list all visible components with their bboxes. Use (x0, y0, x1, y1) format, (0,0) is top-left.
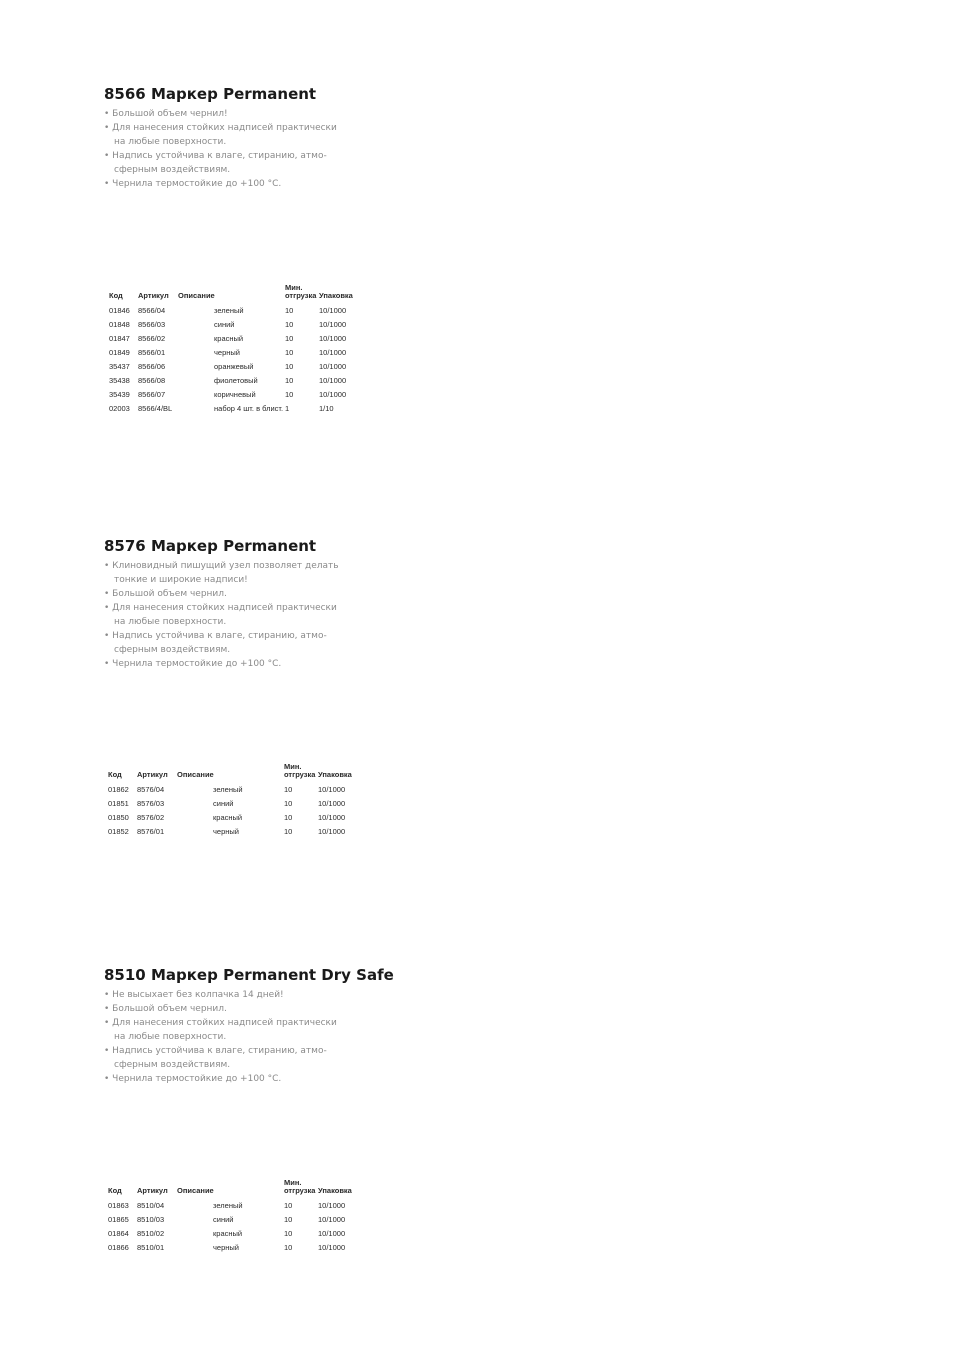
cell-description: черный (213, 1243, 239, 1252)
table-row (108, 1199, 358, 1213)
feature-item: • Клиновидный пишущий узел позволяет делать тонкие и широкие надписи! (104, 559, 504, 587)
header-package: Упаковка (318, 770, 352, 779)
cell-min-shipment: 10 (284, 785, 293, 794)
table-row (109, 346, 359, 360)
cell-package: 10/1000 (319, 390, 347, 399)
cell-description: синий (213, 1215, 234, 1224)
header-min-shipment: Мин. отгрузка (285, 283, 317, 300)
cell-description: синий (214, 320, 235, 329)
spec-table-8510 (108, 1179, 358, 1255)
cell-code: 01864 (108, 1229, 129, 1238)
table-body (109, 304, 359, 416)
cell-description: оранжевый (214, 362, 254, 371)
cell-code: 35438 (109, 376, 130, 385)
feature-item: • Надпись устойчива к влаге, стиранию, атмо- сферным воздействиям. (104, 629, 504, 657)
product-title: 8576 Маркер Permanent (104, 537, 317, 555)
feature-item: • Большой объем чернил! (104, 107, 504, 121)
table-body (108, 783, 358, 839)
cell-min-shipment: 10 (284, 1201, 293, 1210)
cell-article: 8566/4/BL (138, 404, 173, 413)
cell-article: 8566/03 (138, 320, 166, 329)
header-package: Упаковка (319, 291, 353, 300)
cell-package: 10/1000 (319, 348, 347, 357)
cell-min-shipment: 10 (284, 1215, 293, 1224)
table-header-row (108, 763, 358, 783)
table-header-row (108, 1179, 358, 1199)
cell-article: 8576/03 (137, 799, 165, 808)
table-row (109, 304, 359, 318)
cell-article: 8566/08 (138, 376, 166, 385)
table-row (109, 402, 359, 416)
header-code: Код (108, 770, 122, 779)
cell-article: 8510/03 (137, 1215, 165, 1224)
cell-description: коричневый (214, 390, 256, 399)
header-code: Код (109, 291, 123, 300)
cell-description: черный (214, 348, 240, 357)
feature-item: • Большой объем чернил. (104, 1002, 504, 1016)
table-row (108, 811, 358, 825)
table-body (108, 1199, 358, 1255)
cell-package: 10/1000 (318, 813, 346, 822)
cell-min-shipment: 10 (285, 376, 294, 385)
cell-package: 1/10 (319, 404, 334, 413)
cell-package: 10/1000 (318, 799, 346, 808)
cell-min-shipment: 10 (284, 827, 293, 836)
header-description: Описание (178, 291, 215, 300)
cell-code: 01851 (108, 799, 129, 808)
cell-min-shipment: 10 (285, 348, 294, 357)
table-row (108, 1213, 358, 1227)
cell-article: 8576/04 (137, 785, 165, 794)
header-article: Артикул (137, 770, 168, 779)
table-row (108, 825, 358, 839)
header-article: Артикул (137, 1186, 168, 1195)
feature-item: • Большой объем чернил. (104, 587, 504, 601)
table-row (109, 318, 359, 332)
cell-description: красный (213, 813, 243, 822)
cell-article: 8566/02 (138, 334, 166, 343)
cell-min-shipment: 10 (285, 362, 294, 371)
cell-article: 8576/02 (137, 813, 165, 822)
cell-description: набор 4 шт. в блист. (214, 404, 284, 413)
cell-min-shipment: 1 (285, 404, 290, 413)
feature-item: • Для нанесения стойких надписей практически на любые поверхности. (104, 1016, 504, 1044)
header-article: Артикул (138, 291, 169, 300)
feature-item: • Чернила термостойкие до +100 °С. (104, 657, 504, 671)
table-row (109, 332, 359, 346)
feature-item: • Для нанесения стойких надписей практически на любые поверхности. (104, 601, 504, 629)
table-row (108, 1227, 358, 1241)
cell-description: черный (213, 827, 239, 836)
feature-item: • Надпись устойчива к влаге, стиранию, атмо- сферным воздействиям. (104, 1044, 504, 1072)
feature-item: • Надпись устойчива к влаге, стиранию, атмо- сферным воздействиям. (104, 149, 504, 177)
cell-description: красный (213, 1229, 243, 1238)
cell-description: фиолетовый (214, 376, 258, 385)
cell-min-shipment: 10 (284, 1229, 293, 1238)
cell-package: 10/1000 (318, 1229, 346, 1238)
cell-code: 35437 (109, 362, 130, 371)
table-header-row (109, 284, 359, 304)
cell-code: 01863 (108, 1201, 129, 1210)
cell-package: 10/1000 (319, 376, 347, 385)
cell-code: 01848 (109, 320, 130, 329)
cell-article: 8566/07 (138, 390, 166, 399)
product-8510 (104, 966, 504, 1086)
cell-package: 10/1000 (319, 306, 347, 315)
cell-description: синий (213, 799, 234, 808)
spec-table-8576 (108, 763, 358, 839)
cell-code: 02003 (109, 404, 130, 413)
cell-article: 8576/01 (137, 827, 165, 836)
cell-code: 01865 (108, 1215, 129, 1224)
feature-list (104, 988, 504, 1086)
cell-package: 10/1000 (318, 785, 346, 794)
header-code: Код (108, 1186, 122, 1195)
cell-code: 01862 (108, 785, 129, 794)
product-title: 8510 Маркер Permanent Dry Safe (104, 966, 394, 984)
product-8566 (104, 85, 504, 191)
cell-code: 01847 (109, 334, 130, 343)
cell-code: 01866 (108, 1243, 129, 1252)
cell-package: 10/1000 (319, 334, 347, 343)
cell-min-shipment: 10 (285, 390, 294, 399)
product-title: 8566 Маркер Permanent (104, 85, 317, 103)
table-row (108, 797, 358, 811)
cell-description: зеленый (214, 306, 244, 315)
cell-article: 8566/04 (138, 306, 166, 315)
cell-min-shipment: 10 (285, 320, 294, 329)
table-row (108, 783, 358, 797)
table-row (108, 1241, 358, 1255)
header-package: Упаковка (318, 1186, 352, 1195)
feature-list (104, 559, 504, 671)
cell-min-shipment: 10 (285, 334, 294, 343)
cell-description: красный (214, 334, 244, 343)
table-row (109, 360, 359, 374)
header-description: Описание (177, 770, 214, 779)
cell-package: 10/1000 (319, 362, 347, 371)
cell-code: 35439 (109, 390, 130, 399)
spec-table-8566 (109, 284, 359, 416)
cell-package: 10/1000 (319, 320, 347, 329)
table-row (109, 388, 359, 402)
cell-min-shipment: 10 (284, 1243, 293, 1252)
cell-package: 10/1000 (318, 1243, 346, 1252)
cell-package: 10/1000 (318, 1201, 346, 1210)
cell-min-shipment: 10 (284, 813, 293, 822)
feature-item: • Чернила термостойкие до +100 °С. (104, 177, 504, 191)
feature-item: • Чернила термостойкие до +100 °С. (104, 1072, 504, 1086)
header-description: Описание (177, 1186, 214, 1195)
header-min-shipment: Мин. отгрузка (284, 762, 316, 779)
cell-package: 10/1000 (318, 827, 346, 836)
feature-item: • Для нанесения стойких надписей практически на любые поверхности. (104, 121, 504, 149)
header-min-shipment: Мин. отгрузка (284, 1178, 316, 1195)
feature-list (104, 107, 504, 191)
cell-description: зеленый (213, 1201, 243, 1210)
cell-package: 10/1000 (318, 1215, 346, 1224)
cell-description: зеленый (213, 785, 243, 794)
cell-code: 01852 (108, 827, 129, 836)
cell-article: 8566/06 (138, 362, 166, 371)
product-8576 (104, 537, 504, 671)
table-row (109, 374, 359, 388)
cell-code: 01846 (109, 306, 130, 315)
cell-article: 8510/02 (137, 1229, 165, 1238)
cell-article: 8510/01 (137, 1243, 165, 1252)
cell-min-shipment: 10 (285, 306, 294, 315)
cell-code: 01850 (108, 813, 129, 822)
cell-min-shipment: 10 (284, 799, 293, 808)
cell-article: 8566/01 (138, 348, 166, 357)
feature-item: • Не высыхает без колпачка 14 дней! (104, 988, 504, 1002)
cell-article: 8510/04 (137, 1201, 165, 1210)
cell-code: 01849 (109, 348, 130, 357)
